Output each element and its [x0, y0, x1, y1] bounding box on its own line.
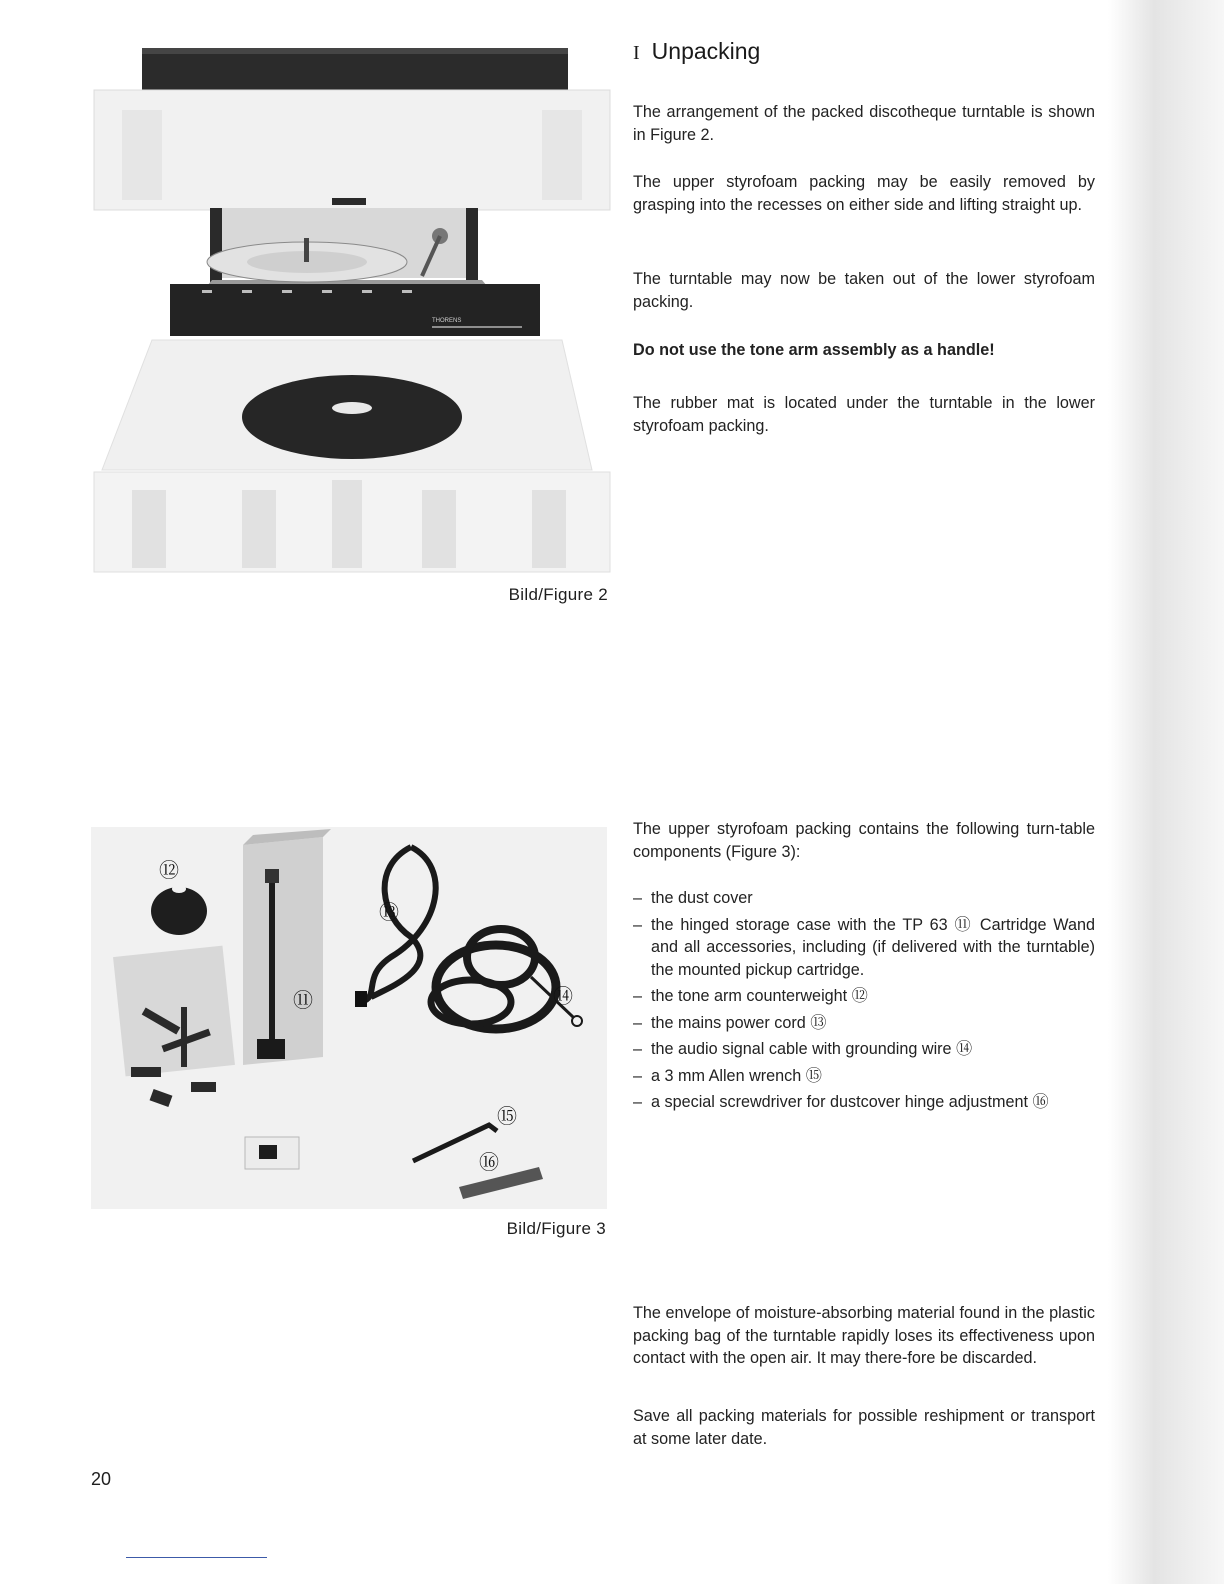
list-item-text: the hinged storage case with the TP 63 ⑪ Cartridge Wand and all accessories, including (if delivered with the turntable) the mounted pickup cartridge.: [651, 915, 1095, 979]
paragraph-arrangement: The arrangement of the packed discotheque turntable is shown in Figure 2.: [633, 103, 1095, 144]
paragraph-rubber-mat: The rubber mat is located under the turntable in the lower styrofoam packing.: [633, 394, 1095, 435]
callout-11: ⑪: [293, 988, 313, 1012]
list-dash: –: [633, 1066, 643, 1085]
figure-2-photo: [92, 40, 612, 576]
list-dash: –: [633, 1040, 643, 1058]
paragraph-upper-packing: The upper styrofoam packing may be easily removed by grasping into the recesses on either side and lifting straight up.: [633, 173, 1095, 214]
list-dash: –: [633, 1093, 643, 1111]
list-dash: –: [633, 987, 643, 1005]
page-edge-shadow: [1108, 0, 1224, 1584]
callout-15: ⑮: [497, 1104, 517, 1128]
paragraph-moisture-envelope: The envelope of moisture-absorbing material found in the plastic packing bag of the turntable rapidly loses its effectiveness upon contact with the open air. It may there-fore be discarded.: [633, 1304, 1095, 1367]
section-title: Unpacking: [651, 38, 761, 64]
list-item: [633, 1012, 1095, 1035]
list-item-text: the tone arm counterweight ⑫: [651, 987, 868, 1005]
list-item: [633, 1038, 1095, 1061]
callout-13: ⑬: [379, 900, 399, 924]
list-dash: –: [633, 889, 643, 907]
figure-3-photo: [91, 827, 607, 1209]
callout-14: ⑭: [553, 984, 573, 1008]
list-item: [633, 1065, 1095, 1088]
list-item: [633, 985, 1095, 1008]
paragraph-lower-packing: The turntable may now be taken out of the lower styrofoam packing.: [633, 270, 1095, 311]
callout-16: ⑯: [479, 1150, 499, 1174]
warning-text: Do not use the tone arm assembly as a handle!: [633, 341, 995, 359]
section-heading: [633, 38, 760, 65]
list-item-text: a special screwdriver for dustcover hinge adjustment ⑯: [651, 1093, 1049, 1111]
list-item-text: the audio signal cable with grounding wire ⑭: [651, 1040, 973, 1058]
list-item: [633, 887, 1095, 910]
callout-12: ⑫: [159, 858, 179, 882]
list-item-text: a 3 mm Allen wrench ⑮: [651, 1066, 822, 1085]
list-item: [633, 1091, 1095, 1114]
figure-2-caption: Bild/Figure 2: [508, 585, 608, 604]
component-list: [633, 887, 1095, 1118]
list-item-text: the dust cover: [651, 889, 753, 907]
list-dash: –: [633, 1013, 643, 1032]
list-dash: –: [633, 915, 643, 934]
section-number: I: [633, 42, 640, 64]
paragraph-upper-packing-contents: The upper styrofoam packing contains the following turn-table components (Figure 3):: [633, 820, 1095, 861]
page-number: 20: [91, 1469, 112, 1489]
brand-label: THORENS: [432, 318, 462, 324]
figure-3-caption: Bild/Figure 3: [506, 1219, 606, 1238]
footer-rule: [126, 1557, 267, 1558]
paragraph-save-packing: Save all packing materials for possible reshipment or transport at some later date.: [633, 1407, 1095, 1448]
list-item-text: the mains power cord ⑬: [651, 1013, 827, 1032]
list-item: [633, 914, 1095, 982]
